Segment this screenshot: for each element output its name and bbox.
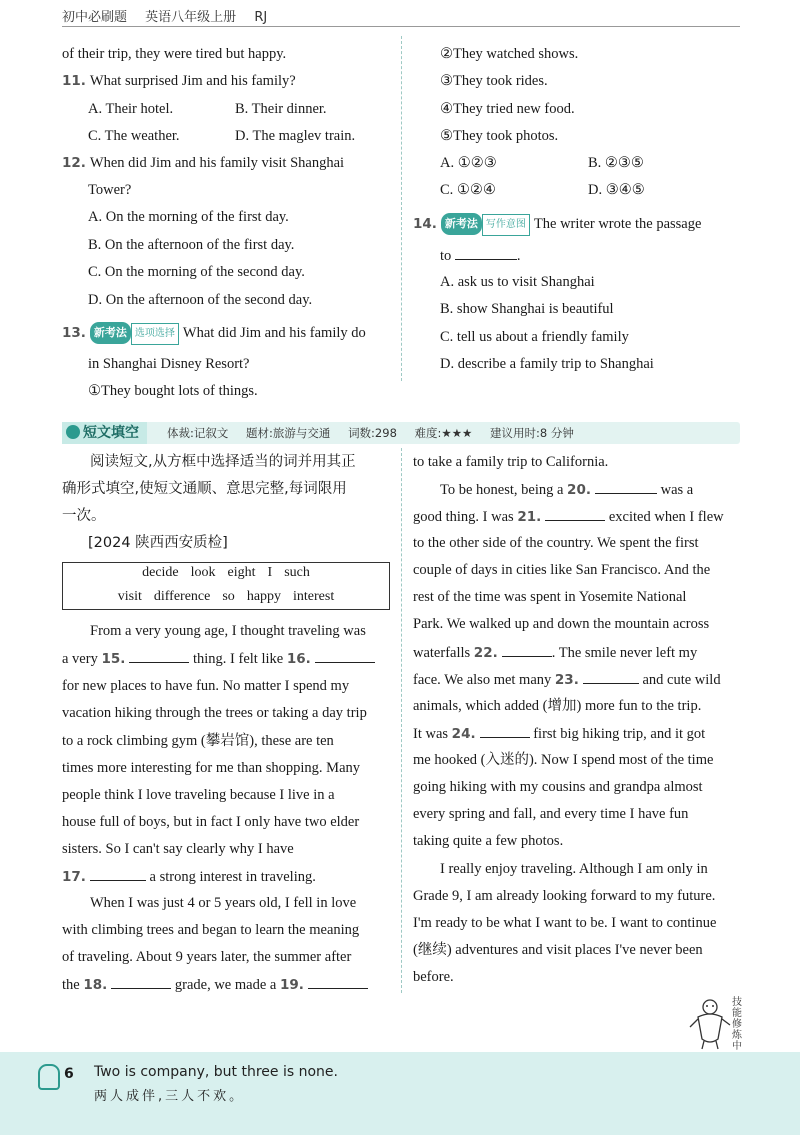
- passage-line: before.: [413, 969, 454, 985]
- column-divider: [401, 448, 402, 993]
- question-stem-cont: Tower?: [88, 182, 132, 198]
- question-number: 13.: [62, 324, 86, 341]
- question-stem: What surprised Jim and his family?: [89, 73, 296, 89]
- header-divider: [62, 26, 740, 27]
- passage-line: Park. We walked up and down the mountain across: [413, 616, 710, 632]
- option-c[interactable]: C. ①②④: [440, 182, 496, 198]
- passage-line: waterfalls 22. . The smile never left my: [413, 642, 697, 663]
- question-stem: When did Jim and his family visit Shanghai: [89, 155, 345, 171]
- blank-number: 22.: [473, 645, 498, 661]
- passage-line: to the other side of the country. We spent the first: [413, 535, 699, 551]
- answer-blank[interactable]: [545, 506, 605, 521]
- passage-line: Grade 9, I am already looking forward to my future.: [413, 888, 716, 904]
- passage-line: taking quite a few photos.: [413, 833, 564, 849]
- word: difference: [153, 589, 211, 604]
- blank-number: 17.: [62, 869, 86, 885]
- question-stem-cont: in Shanghai Disney Resort?: [88, 356, 250, 372]
- answer-blank[interactable]: [90, 866, 146, 881]
- motto-english: Two is company, but three is none.: [94, 1064, 338, 1080]
- stamp-text: 技 能 修 炼 中: [732, 997, 742, 1052]
- word: I: [267, 565, 273, 580]
- new-method-badge: 新考法 写作意图: [441, 213, 530, 236]
- passage-line: me hooked (入迷的). Now I spend most of the time: [413, 752, 714, 768]
- answer-blank[interactable]: [308, 974, 368, 989]
- passage-line: going hiking with my cousins and grandpa almost: [413, 779, 703, 795]
- section-meta: [167, 422, 588, 444]
- choice-4: ④They tried new food.: [440, 101, 575, 117]
- word: decide: [142, 565, 179, 580]
- answer-blank[interactable]: [455, 245, 517, 260]
- passage-line: 17. a strong interest in traveling.: [62, 866, 316, 887]
- instructions-line: 一次。: [62, 508, 106, 524]
- section-header: [62, 422, 740, 444]
- word: eight: [227, 565, 256, 580]
- topic-label: 题材:旅游与交通: [246, 426, 331, 440]
- option-a[interactable]: A. On the morning of the first day.: [88, 209, 289, 225]
- passage-line: with climbing trees and began to learn the meaning: [62, 922, 360, 938]
- passage-line: To be honest, being a 20. was a: [440, 479, 693, 500]
- blank-number: 16.: [286, 651, 311, 667]
- subject-title: 英语八年级上册: [145, 10, 237, 25]
- passage-line: It was 24. first big hiking trip, and it got: [413, 723, 705, 744]
- option-d[interactable]: D. ③④⑤: [588, 182, 645, 198]
- passage-line: good thing. I was 21. excited when I flew: [413, 506, 724, 527]
- question-number: 14.: [413, 215, 437, 232]
- option-c[interactable]: C. tell us about a friendly family: [440, 329, 629, 345]
- choice-2: ②They watched shows.: [440, 46, 579, 62]
- time-label: 建议用时:8 分钟: [490, 426, 574, 440]
- passage-line: I'm ready to be what I want to be. I want to continue: [413, 915, 717, 931]
- option-c[interactable]: C. The weather.: [88, 128, 180, 144]
- word-bank-row: [63, 565, 389, 581]
- word-bank: [62, 562, 390, 610]
- passage-line: times more interesting for me than shopping. Many: [62, 760, 361, 776]
- blank-number: 15.: [101, 651, 126, 667]
- word: visit: [117, 589, 142, 604]
- word: such: [284, 565, 310, 580]
- page-footer: [0, 1052, 800, 1135]
- question-number: 12.: [62, 155, 86, 171]
- passage-line: a very 15. thing. I felt like 16.: [62, 648, 375, 669]
- blank-number: 20.: [567, 482, 591, 498]
- answer-blank[interactable]: [315, 648, 375, 663]
- option-c[interactable]: C. On the morning of the second day.: [88, 264, 305, 280]
- word-count: 词数:298: [348, 426, 397, 440]
- passage-line: sisters. So I can't say clearly why I have: [62, 841, 294, 857]
- option-b[interactable]: B. On the afternoon of the first day.: [88, 237, 295, 253]
- passage-line: (继续) adventures and visit places I've never been: [413, 942, 703, 958]
- answer-blank[interactable]: [583, 669, 639, 684]
- instructions-line: 确形式填空,使短文通顺、意思完整,每词限用: [62, 481, 347, 497]
- answer-blank[interactable]: [595, 479, 657, 494]
- option-b[interactable]: B. Their dinner.: [235, 101, 327, 117]
- option-a[interactable]: A. ask us to visit Shanghai: [440, 274, 595, 290]
- blank-number: 18.: [83, 977, 108, 993]
- question-13: [62, 322, 366, 345]
- passage-line: to a rock climbing gym (攀岩馆), these are ten: [62, 733, 334, 749]
- passage-line: animals, which added (增加) more fun to the trip.: [413, 698, 702, 714]
- choice-1: ①They bought lots of things.: [88, 383, 258, 399]
- answer-blank[interactable]: [111, 974, 171, 989]
- passage-line: vacation hiking through the trees or taking a day trip: [62, 705, 367, 721]
- genre-label: 体裁:记叙文: [167, 426, 229, 440]
- question-stem: What did Jim and his family do: [182, 324, 366, 341]
- question-stem-cont: to .: [440, 245, 521, 266]
- passage-line: people think I love traveling because I live in a: [62, 787, 335, 803]
- edition-label: RJ: [254, 10, 268, 25]
- difficulty-label: 难度:★★★: [414, 426, 473, 440]
- passage-line: I really enjoy traveling. Although I am only in: [440, 861, 708, 877]
- motto-chinese: 两人成伴,三人不欢。: [94, 1089, 246, 1104]
- passage-line: of traveling. About 9 years later, the summer after: [62, 949, 352, 965]
- question-11: [62, 71, 296, 91]
- instructions-line: 阅读短文,从方框中选择适当的词并用其正: [90, 454, 356, 470]
- passage-line: every spring and fall, and every time I have fun: [413, 806, 689, 822]
- option-d[interactable]: D. describe a family trip to Shanghai: [440, 356, 654, 372]
- option-d[interactable]: D. The maglev train.: [235, 128, 356, 144]
- passage-line: to take a family trip to California.: [413, 454, 609, 470]
- new-method-badge: 新考法 选项选择: [90, 322, 179, 345]
- passage-line: the 18. grade, we made a 19.: [62, 974, 368, 995]
- balloon-icon: [38, 1064, 60, 1090]
- answer-blank[interactable]: [480, 723, 530, 738]
- word: look: [190, 565, 216, 580]
- blank-number: 21.: [517, 509, 542, 525]
- passage-line: rest of the time was spent in Yosemite National: [413, 589, 687, 605]
- blank-number: 19.: [279, 977, 304, 993]
- question-14: [413, 213, 701, 236]
- option-d[interactable]: D. On the afternoon of the second day.: [88, 292, 313, 308]
- passage-tail: of their trip, they were tired but happy.: [62, 46, 287, 62]
- word-bank-row: [63, 589, 389, 605]
- choice-5: ⑤They took photos.: [440, 128, 559, 144]
- running-header: [62, 6, 281, 25]
- question-12: [62, 153, 344, 173]
- passage-line: couple of days in cities like San Francisco. And the: [413, 562, 711, 578]
- passage-line: When I was just 4 or 5 years old, I fell in love: [90, 895, 357, 911]
- word: interest: [293, 589, 335, 604]
- column-divider: [401, 36, 402, 381]
- answer-blank[interactable]: [502, 642, 552, 657]
- section-icon: [66, 425, 80, 439]
- question-number: 11.: [62, 73, 86, 89]
- choice-3: ③They took rides.: [440, 73, 548, 89]
- option-a[interactable]: A. Their hotel.: [88, 101, 174, 117]
- word: so: [222, 589, 235, 604]
- section-title: 短文填空: [62, 422, 147, 444]
- blank-number: 23.: [554, 672, 579, 688]
- blank-number: 24.: [451, 726, 476, 742]
- passage-line: From a very young age, I thought traveling was: [90, 623, 366, 639]
- page-number: 6: [64, 1066, 74, 1082]
- passage-line: house full of boys, but in fact I only have two elder: [62, 814, 360, 830]
- question-stem: The writer wrote the passage: [533, 215, 702, 232]
- answer-blank[interactable]: [129, 648, 189, 663]
- book-title: 初中必刷题: [62, 10, 128, 25]
- option-b[interactable]: B. show Shanghai is beautiful: [440, 301, 614, 317]
- passage-line: face. We also met many 23. and cute wild: [413, 669, 721, 690]
- passage-line: for new places to have fun. No matter I spend my: [62, 678, 350, 694]
- option-a[interactable]: A. ①②③: [440, 155, 497, 171]
- option-b[interactable]: B. ②③⑤: [588, 155, 644, 171]
- source-label: [2024 陕西西安质检]: [88, 535, 228, 551]
- mascot-illustration: [688, 995, 732, 1051]
- word: happy: [246, 589, 282, 604]
